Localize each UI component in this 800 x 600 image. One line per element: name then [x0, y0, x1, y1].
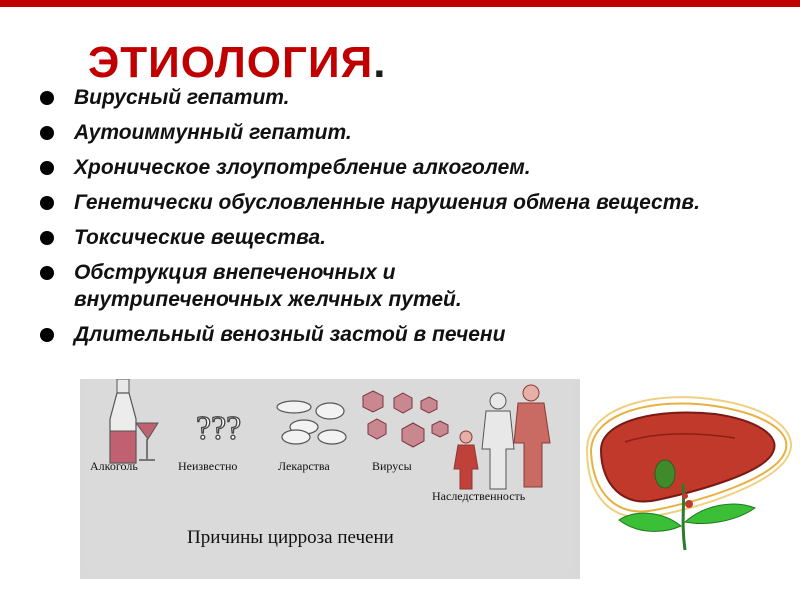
label-heredity: Наследственность	[432, 489, 526, 503]
liver-icon	[585, 392, 797, 552]
title-dot: .	[373, 38, 387, 87]
bullet-text: Длительный венозный застой в печени	[74, 323, 506, 346]
bullet-item	[40, 84, 740, 111]
bullet-text: Хроническое злоупотребление алкоголем.	[74, 156, 531, 179]
bullet-dot-icon	[40, 266, 54, 280]
glass-icon	[136, 423, 158, 460]
question-marks-icon	[196, 410, 241, 447]
bullet-text: Аутоиммунный гепатит.	[74, 121, 352, 144]
bullet-dot-icon	[40, 126, 54, 140]
family-icon	[454, 385, 550, 489]
bullet-item	[40, 224, 740, 251]
pills-icon	[277, 401, 346, 444]
bullet-dot-icon	[40, 161, 54, 175]
label-unknown: Неизвестно	[178, 459, 238, 473]
label-alcohol: Алкоголь	[90, 459, 138, 473]
bullet-item	[40, 154, 740, 181]
label-drugs: Лекарства	[278, 459, 330, 473]
slide-title	[88, 38, 386, 88]
bullet-text: Вирусный гепатит.	[74, 86, 290, 109]
bullet-text: Обструкция внепеченочных и внутрипеченочных желчных путей.	[74, 261, 462, 311]
bullet-dot-icon	[40, 91, 54, 105]
bullet-item	[40, 119, 740, 146]
bottle-icon	[110, 379, 136, 463]
bullet-text: Токсические вещества.	[74, 226, 327, 249]
bullet-text: Генетически обусловленные нарушения обмена веществ.	[74, 191, 700, 214]
label-viruses: Вирусы	[372, 459, 412, 473]
virus-icon	[363, 391, 448, 447]
title-text: ЭТИОЛОГИЯ	[88, 38, 374, 87]
bullet-item	[40, 259, 740, 313]
bullet-item	[40, 321, 740, 348]
top-accent-bar	[0, 0, 800, 7]
unknown-marks: ???	[196, 410, 242, 447]
figure-caption: Причины цирроза печени	[187, 527, 394, 548]
bullet-list	[40, 84, 740, 356]
bullet-dot-icon	[40, 328, 54, 342]
bullet-dot-icon	[40, 196, 54, 210]
figure-background	[86, 379, 574, 574]
bullet-dot-icon	[40, 231, 54, 245]
bullet-item	[40, 189, 740, 216]
cirrhosis-causes-figure	[80, 379, 580, 579]
